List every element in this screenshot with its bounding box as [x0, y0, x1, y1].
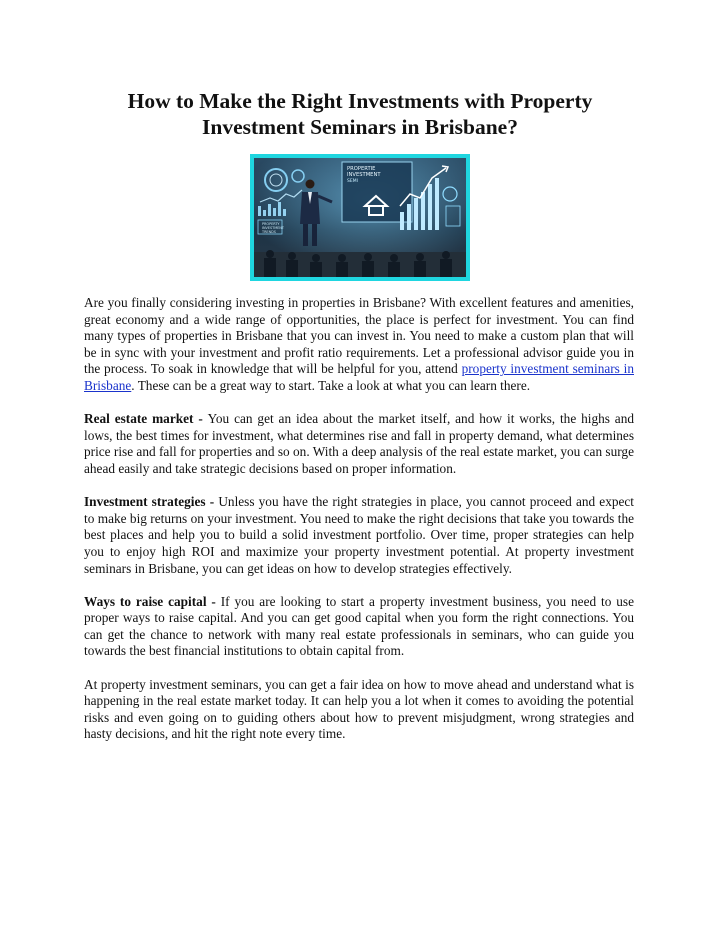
- title-line-1: How to Make the Right Investments with Property: [127, 89, 593, 113]
- seminar-illustration: [250, 154, 470, 281]
- section-heading: Real estate market -: [84, 411, 208, 427]
- svg-text:PROPERTY: PROPERTY: [262, 222, 280, 226]
- page-title: [60, 88, 660, 140]
- intro-paragraph: Are you finally considering investing in properties in Brisbane? With excellent features and amenities, great economy and a wide range of opportunities, the place is perfect for investment. You can find many types of properties in Brisbane that you can invest in. You need to make a custom plan that will be in sync with your investment and profit ratio requirements. Let a professional advisor guide you in the process. To soak in knowledge that will be helpful for you, attend property investment seminars in Brisbane. These can be a great way to start. Take a look at what you can learn there.: [84, 295, 634, 393]
- section-heading: Ways to raise capital -: [84, 593, 221, 609]
- section-heading: Investment strategies -: [84, 494, 219, 510]
- real-estate-market-paragraph: Real estate market - You can get an idea about the market itself, and how it works, the highs and lows, the best times for investment, what determines rise and fall in property demand, what determines price rise and fall for properties and so on. With a deep analysis of the real estate market, you can surge ahead easily and take strategic decisions based on proper information.: [84, 411, 635, 476]
- closing-paragraph: At property investment seminars, you can get a fair idea on how to move ahead and understand what is happening in the real estate market today. It can help you a lot when it comes to avoiding the potential risks and even going on to guiding others about how to prevent misjudgment, wrong strategies and hasty decisions, and hit the right note every time.: [84, 676, 634, 742]
- seminars-link[interactable]: property investment seminars in Brisbane: [84, 361, 634, 393]
- svg-text:INVESTMENT: INVESTMENT: [262, 226, 284, 230]
- raise-capital-paragraph: Ways to raise capital - If you are looking to start a property investment business, you need to use proper ways to raise capital. And you can get good capital when you form the right connections. You can get the chance to network with many real estate professionals in seminars, who can guide you towards the best financial institutions to obtain capital from.: [84, 593, 634, 659]
- svg-text:PROPERTIE: PROPERTIE: [347, 166, 376, 172]
- title-line-2: Investment Seminars in Brisbane?: [202, 115, 518, 139]
- svg-text:INVESTMENT: INVESTMENT: [347, 172, 381, 178]
- investment-strategies-paragraph: Investment strategies - Unless you have the right strategies in place, you cannot proceed and expect to make big returns on your investment. You need to make the right decisions that take you towards the best places and help you to build a solid investment portfolio. Over time, proper strategies can help you to enjoy high ROI and maximize your property investment potential. At property investment seminars in Brisbane, you can get ideas on how to develop strategies effectively.: [84, 494, 634, 576]
- svg-text:SEMI: SEMI: [347, 179, 358, 184]
- svg-text:TRENDS: TRENDS: [262, 230, 276, 234]
- article-body: [84, 295, 634, 760]
- audience: [254, 250, 466, 277]
